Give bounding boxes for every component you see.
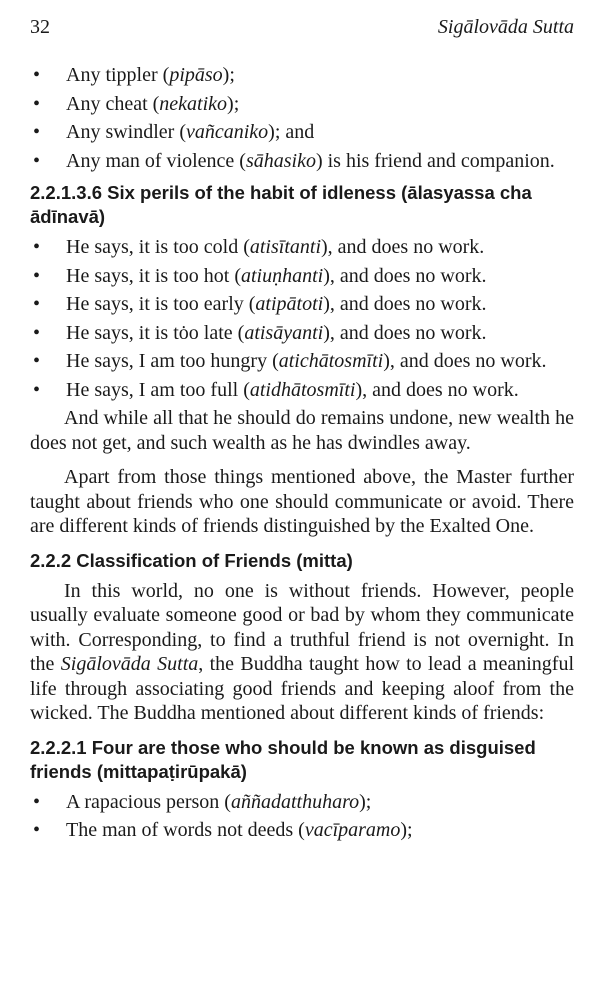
paragraph: In this world, no one is without friends. However, people usually evaluate someone good or bad by whom they communicate with. Corresponding, to find a truthful friend is not overnight. In the Sigālovāda Sutta, the Buddha taught how to lead a meaningful life through associating good friends and keeping aloof from the wicked. The Buddha mentioned about different kinds of friends: [30,579,575,724]
list-item: • Any man of violence (sāhasiko) is his friend and companion. [30,149,574,174]
list-item: • He says, it is too hot (atiuṇhanti), and does no work. [30,264,574,289]
list-item: • The man of words not deeds (vacīparamo); [30,818,574,843]
vices-list [30,63,574,173]
paragraph: Apart from those things mentioned above, the Master further taught about friends who one should communicate or avoid. There are different kinds of friends distinguished by the Exalted One. [30,466,574,537]
page-header [30,16,574,39]
section-heading-friends: 2.2.2 Classification of Friends (mitta) [30,549,353,571]
running-title: Sigālovāda Sutta [437,16,574,38]
list-item: • A rapacious person (aññadatthuharo); [30,790,574,815]
list-item: • He says, it is too cold (atisītanti), and does no work. [30,235,574,260]
section-heading-idleness: 2.2.1.3.6 Six perils of the habit of idleness (ālasyassa cha ādīnavā) [30,182,532,227]
disguised-friends-list [30,790,574,843]
paragraph: And while all that he should do remains undone, new wealth he does not get, and such wealth as he has dwindles away. [30,407,574,454]
list-item: • Any cheat (nekatiko); [30,92,574,117]
list-item: • He says, I am too hungry (atichātosmīti), and does no work. [30,349,574,374]
list-item: • He says, it is too early (atipātoti), and does no work. [30,292,574,317]
page-number: 32 [30,16,50,38]
list-item: • He says, it is tȯo late (atisāyanti), and does no work. [30,321,574,346]
page-content [30,63,574,847]
list-item: • Any tippler (pipāso); [30,63,574,88]
list-item: • He says, I am too full (atidhātosmīti), and does no work. [30,378,574,403]
section-heading-disguised-friends: 2.2.2.1 Four are those who should be known as disguised friends (mittapaṭirūpakā) [30,736,536,782]
list-item: • Any swindler (vañcaniko); and [30,120,574,145]
idleness-perils-list [30,235,574,402]
